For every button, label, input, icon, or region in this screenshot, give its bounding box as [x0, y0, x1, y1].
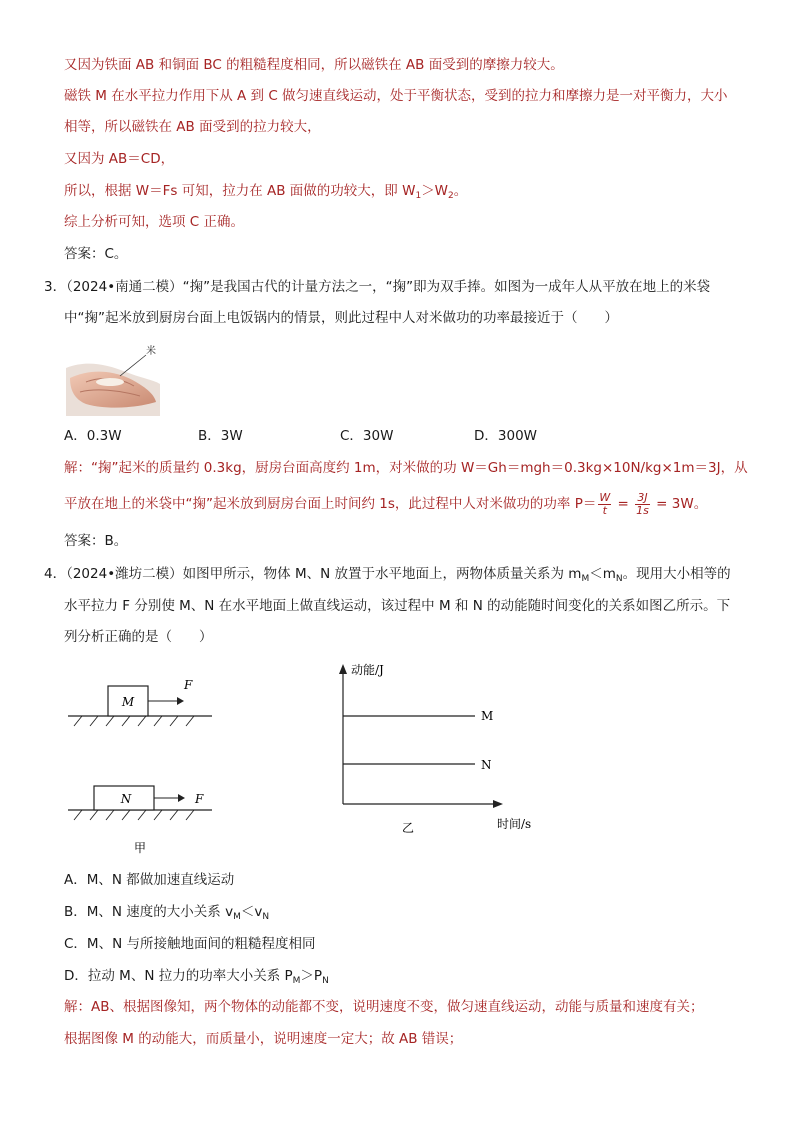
option-b[interactable] [64, 902, 269, 927]
answer-line: 答案：B。 [64, 533, 128, 549]
subscript: 2 [448, 191, 454, 201]
solution-line [64, 491, 707, 517]
question-3-options [64, 426, 584, 446]
option-d[interactable] [64, 966, 329, 991]
solution-line: 解：“掬”起米的质量约 0.3kg，厨房台面高度约 1m，对米做的功 W＝Gh＝mgh＝0.3kg×10N/kg×1m＝3J，从 [64, 460, 748, 476]
figure-caption: 甲 [133, 841, 147, 855]
solution-line: 解：AB、根据图像知，两个物体的动能都不变，说明速度不变，做匀速直线运动，动能与质量和速度有关； [64, 999, 704, 1015]
text-span: = 3W。 [651, 496, 708, 512]
text-span: ＞W [421, 183, 449, 199]
text-span: 平放在地上的米袋中“掬”起米放到厨房台面上时间约 1s，此过程中人对米做功的功率 P＝ [64, 496, 597, 512]
block-m-label: M [121, 695, 135, 709]
solution-line: 综上分析可知，选项 C 正确。 [64, 214, 245, 230]
question-3-stem [44, 277, 710, 297]
fraction-3j-over-1s [635, 492, 650, 517]
subscript: M [581, 574, 590, 584]
option-c[interactable]: C．30W [340, 428, 394, 444]
fraction-w-over-t [598, 492, 611, 517]
y-axis-label: 动能/J [351, 663, 384, 677]
figure-caption: 乙 [401, 821, 415, 835]
denominator: t [602, 503, 607, 517]
x-axis-label: 时间/s [497, 817, 532, 831]
question-number: 3． [44, 279, 67, 295]
text-span: D．拉动 M、N 拉力的功率大小关系 P [64, 968, 293, 984]
answer-line: 答案：C。 [64, 246, 128, 262]
text-span: B．M、N 速度的大小关系 v [64, 904, 234, 920]
series-label-m: M [481, 709, 494, 723]
option-a[interactable]: A．M、N 都做加速直线运动 [64, 872, 235, 888]
subscript: M [292, 976, 301, 986]
text-span: 。 [453, 183, 468, 199]
text-span: ＜m [589, 566, 616, 582]
option-c[interactable]: C．M、N 与所接触地面间的粗糙程度相同 [64, 936, 316, 952]
subscript: 1 [415, 191, 422, 201]
block-n-label: N [120, 792, 132, 806]
series-label-n: N [481, 758, 492, 772]
question-3-stem: 中“掬”起米放到厨房台面上电饭锅内的情景，则此过程中人对米做功的功率最接近于（ ） [64, 310, 618, 326]
denominator: 1s [636, 503, 649, 517]
subscript: N [615, 574, 623, 584]
subscript: N [322, 976, 329, 986]
solution-line: 又因为 AB＝CD， [64, 151, 175, 167]
solution-line [64, 181, 467, 206]
text-span: ＞P [300, 968, 323, 984]
question-number: 4． [44, 566, 67, 582]
subscript: M [233, 912, 241, 922]
solution-line: 磁铁 M 在水平拉力作用下从 A 到 C 做匀速直线运动，处于平衡状态，受到的拉力和摩擦力是一对平衡力，大小 [64, 88, 728, 104]
question-4-stem: 水平拉力 F 分别使 M、N 在水平地面上做直线运动，该过程中 M 和 N 的动能随时间变化的关系如图乙所示。下 [64, 598, 731, 614]
text-span: 所以，根据 W＝Fs 可知，拉力在 AB 面做的功较大，即 W [64, 183, 416, 199]
rice-label: 米 [146, 346, 156, 357]
hands-holding-rice-image [66, 338, 160, 416]
text-span: = [613, 496, 634, 512]
subscript: N [262, 912, 270, 922]
option-a[interactable]: A．0.3W [64, 428, 122, 444]
question-4-stem [44, 564, 731, 589]
text-span: （2024•南通二模）“掬”是我国古代的计量方法之一，“掬”即为双手捧。如图为一成年人从平放在地上的米袋 [66, 279, 711, 295]
figure-yi-chart [325, 658, 555, 836]
option-d[interactable]: D．300W [474, 428, 538, 444]
solution-line: 相等，所以磁铁在 AB 面受到的拉力较大， [64, 119, 321, 135]
option-b[interactable]: B．3W [198, 428, 243, 444]
numerator: W [599, 490, 611, 504]
text-span: ＜v [240, 904, 263, 920]
numerator: 3J [635, 492, 650, 505]
solution-line: 根据图像 M 的动能大，而质量小，说明速度一定大；故 AB 错误； [64, 1031, 463, 1047]
figure-jia [62, 670, 222, 858]
text-span: （2024•潍坊二模）如图甲所示，物体 M、N 放置于水平地面上，两物体质量关系为 m [66, 566, 582, 582]
text-span: 。现用大小相等的 [622, 566, 731, 582]
solution-line: 又因为铁面 AB 和铜面 BC 的粗糙程度相同，所以磁铁在 AB 面受到的摩擦力较大。 [64, 57, 564, 73]
force-label: F [195, 792, 204, 806]
question-4-stem: 列分析正确的是（ ） [64, 629, 213, 645]
force-label: F [184, 678, 193, 692]
